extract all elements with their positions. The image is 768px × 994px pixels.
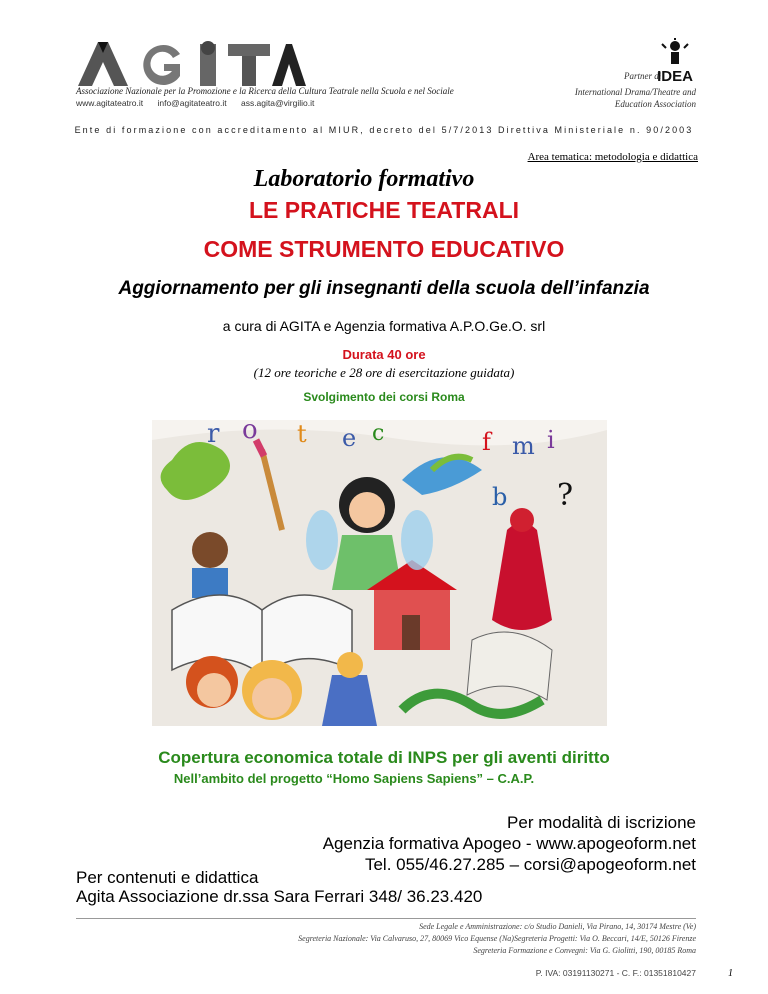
footer-segreterie: Segreteria Nazionale: Via Calvaruso, 27, 80069 Vico Equense (Na)Segreteria Progetti: Via O. Beccari, 14/E, 50126 Firenze — [298, 934, 696, 943]
svg-text:o: o — [242, 420, 258, 445]
contact-links — [76, 98, 326, 108]
idea-name: IDEA — [657, 68, 693, 84]
accreditation-line: Ente di formazione con accreditamento al MIUR, decreto del 5/7/2013 Direttiva Ministeriale n. 90/2003 — [74, 125, 694, 135]
svg-text:i: i — [547, 426, 555, 454]
area-tematica: Area tematica: metodologia e didattica — [527, 151, 698, 163]
page-number: 1 — [728, 968, 733, 979]
partner-label: Partner di — [624, 71, 662, 81]
modalita-label: Per modalità di iscrizione — [507, 813, 696, 832]
contenuti-label: Per contenuti e didattica — [76, 868, 259, 887]
svg-text:m: m — [512, 432, 535, 460]
website-link[interactable]: www.agitateatro.it — [76, 98, 144, 108]
agenzia-line[interactable]: Agenzia formativa Apogeo - www.apogeoform.net — [322, 834, 696, 853]
subtitle: Aggiornamento per gli insegnanti della scuola dell’infanzia — [118, 278, 650, 299]
a-cura-di: a cura di AGITA e Agenzia formativa A.P.O.Ge.O. srl — [222, 318, 546, 334]
email-assoc-link[interactable]: ass.agita@virgilio.it — [240, 98, 315, 108]
contenuti-block — [76, 868, 482, 906]
ore-detail: (12 ore teoriche e 28 ore di esercitazione guidata) — [253, 365, 515, 380]
laboratorio-heading: Laboratorio formativo — [253, 166, 475, 192]
agita-logo — [76, 40, 306, 88]
svg-text:b: b — [492, 483, 508, 511]
svg-text:c: c — [372, 421, 385, 446]
footer-divider — [76, 918, 696, 919]
svg-text:r: r — [207, 420, 220, 449]
email-info-link[interactable]: info@agitateatro.it — [157, 98, 227, 108]
svg-text:t: t — [297, 420, 307, 448]
progetto-ambito: Nell’ambito del progetto “Homo Sapiens Sapiens” – C.A.P. — [173, 771, 535, 786]
idea-person-icon — [652, 38, 698, 84]
association-description: Associazione Nazionale per la Promozione e la Ricerca della Cultura Teatrale nella Scuola e nel Sociale — [76, 86, 454, 96]
agita-contact: Agita Associazione dr.ssa Sara Ferrari 348/ 36.23.420 — [76, 887, 483, 906]
idea-logo — [652, 38, 698, 84]
svg-text:?: ? — [557, 478, 574, 513]
tel-line[interactable]: Tel. 055/46.27.285 – corsi@apogeoform.net — [364, 855, 696, 874]
durata: Durata 40 ore — [342, 347, 426, 362]
main-title-line-2: COME STRUMENTO EDUCATIVO — [203, 236, 565, 262]
partner-description: International Drama/Theatre and Education Association — [574, 87, 696, 109]
copertura-inps: Copertura economica totale di INPS per gli aventi diritto — [158, 748, 610, 767]
svg-text:f: f — [482, 428, 491, 456]
iscrizione-block — [300, 812, 696, 875]
children-illustration — [152, 420, 607, 726]
svg-text:e: e — [342, 424, 357, 452]
svolgimento: Svolgimento dei corsi Roma — [303, 390, 465, 404]
footer-sede: Sede Legale e Amministrazione: c/o Studio Danieli, Via Pirano, 14, 30174 Mestre (Ve) — [419, 922, 696, 931]
footer-formazione: Segreteria Formazione e Convegni: Via G. Giolitti, 190, 00185 Roma — [473, 946, 696, 955]
main-title-line-1: LE PRATICHE TEATRALI — [248, 197, 520, 223]
fiscal-info: P. IVA: 03191130271 - C. F.: 01351810427 — [535, 968, 696, 978]
